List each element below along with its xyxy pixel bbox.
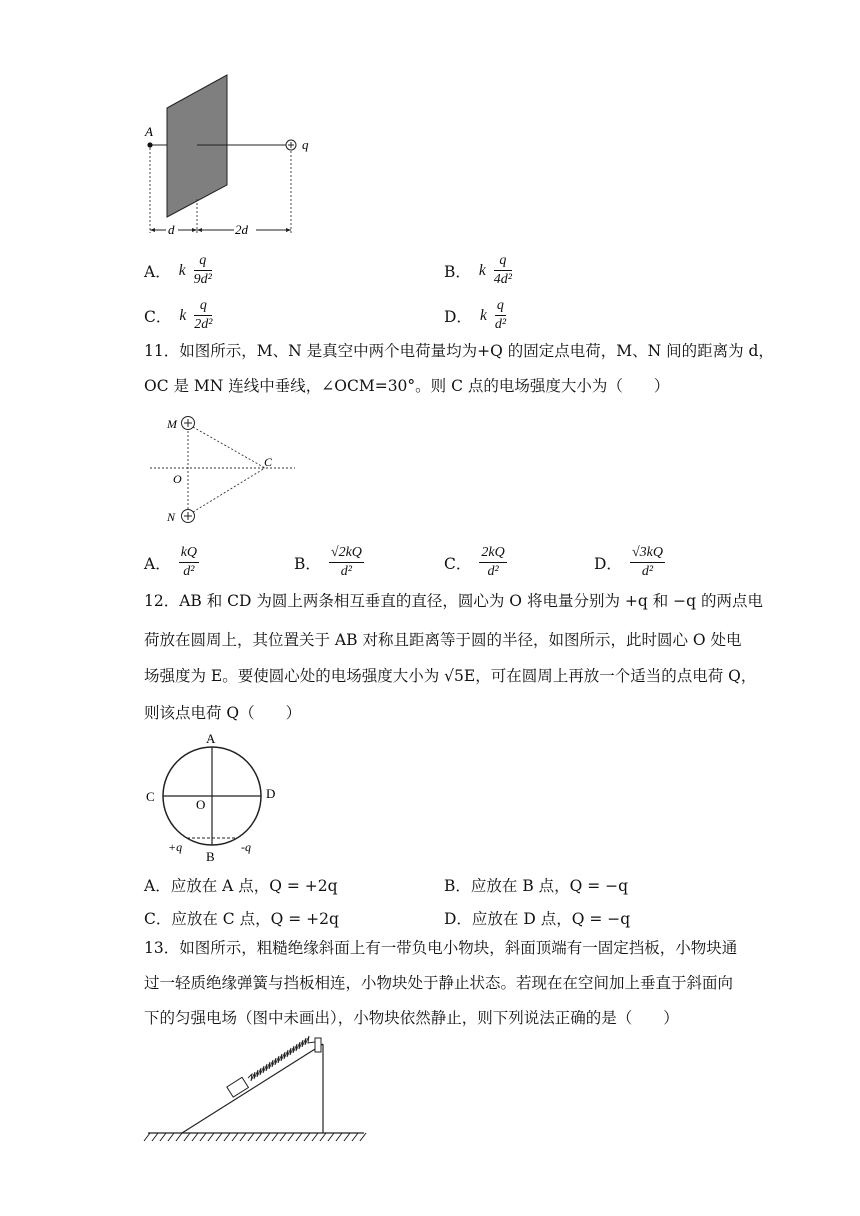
label-d: D [266,786,276,801]
label-m: M [167,417,177,431]
label-b: B [206,849,215,864]
label-o: O [173,472,182,486]
ground-hatch [144,1133,366,1141]
q11-figure [145,410,300,530]
q10-option-d: D． k $\frac{q}{\text{d²}}$ [444,298,507,332]
point-a-dot [147,142,152,147]
label-c: C [146,789,155,804]
q13-line-3: 下的匀强电场（图中未画出），小物块依然静止，则下列说法正确的是（ ） [144,1009,679,1027]
baffle [315,1038,321,1052]
label-plus-q: +q [168,840,183,854]
q11-option-a: A． $\frac{kQ}{\text{d²}}$ [144,545,198,579]
q12-line-2: 荷放在圆周上，其位置关于 AB 对称且距离等于圆的半径，如图所示，此时圆心 O 处电 [144,631,742,649]
q11-line-1: 11．如图所示，M、N 是真空中两个电荷量均为+Q 的固定点电荷，M、N 间的距离为 d， [144,342,774,360]
nc-line [193,468,265,512]
q11-line-2: OC 是 MN 连线中垂线，∠OCM=30°。则 C 点的电场强度大小为（ ） [144,377,670,395]
q13-line-2: 过一轻质绝缘弹簧与挡板相连，小物块处于静止状态。若现在在空间加上垂直于斜面向 [144,974,734,992]
label-dim-2d: 2d [235,222,248,237]
label-minus-q: -q [241,840,251,854]
q11-option-d: D． $\frac{√3kQ}{\text{d²}}$ [594,545,663,579]
label-dim-d: d [168,222,175,237]
charged-plate [167,75,227,217]
spring [248,1036,315,1081]
q12-option-b: B．应放在 B 点，Q = −q [444,877,629,895]
label-a: A [145,124,153,139]
incline-surface [182,1044,323,1133]
q11-option-c: C． $\frac{2kQ}{\text{d²}}$ [444,545,505,579]
q12-figure [140,728,290,868]
q12-line-4: 则该点电荷 Q（ ） [144,704,302,722]
q10-option-a: A． k $\frac{q}{\text{9d²}}$ [144,253,212,287]
q12-option-c: C．应放在 C 点，Q = +2q [144,910,339,928]
label-q: q [302,137,309,152]
block [227,1077,249,1097]
q12-option-d: D．应放在 D 点，Q = −q [444,910,631,928]
q10-option-b: B． k $\frac{q}{\text{4d²}}$ [444,253,512,287]
q12-line-3: 场强度为 E。要使圆心处的电场强度大小为 √5E，可在圆周上再放一个适当的点电荷 Q， [144,667,757,685]
q12-line-1: 12．AB 和 CD 为圆上两条相互垂直的直径，圆心为 O 将电量分别为 +q 和 −q 的两点电 [144,592,763,610]
label-n: N [167,510,176,524]
mc-line [193,427,265,468]
q12-option-a: A．应放在 A 点，Q = +2q [144,877,338,895]
q13-figure [140,1030,370,1145]
q10-option-c: C． k $\frac{q}{\text{2d²}}$ [144,298,213,332]
q10-figure [140,68,330,243]
label-c: C [264,455,273,469]
q11-option-b: B． $\frac{√2kQ}{\text{d²}}$ [294,545,362,579]
label-o: O [196,797,206,812]
q13-line-1: 13．如图所示，粗糙绝缘斜面上有一带负电小物块，斜面顶端有一固定挡板，小物块通 [144,939,738,957]
label-a: A [206,731,216,746]
